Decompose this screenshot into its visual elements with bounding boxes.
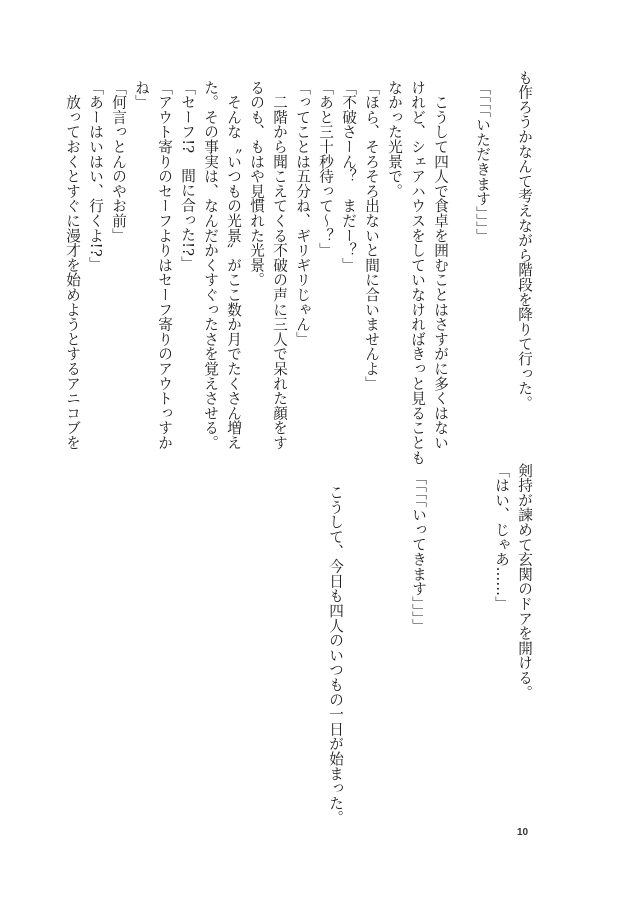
text-line: 放っておくとすぐに漫才を始めようとするアニコブを	[64, 80, 81, 450]
text-line: 「セーフ!? 間に合った!?」	[179, 80, 196, 271]
text-line: 「「「「いってきます」」」」	[410, 470, 427, 634]
text-line: なかった光景で。	[386, 80, 403, 199]
text-line: 剣持が諫めて玄関のドアを開ける。	[516, 463, 533, 700]
text-line: 「アウト寄りのセーフよりはセーフ寄りのアウトっすか	[156, 80, 173, 450]
text-line: 「不破さーん？ まだー？」	[340, 80, 357, 273]
text-line: こうして、今日も四人のいつもの一日が始まった。	[327, 470, 344, 826]
text-line: そんな〝いつもの光景〟がここ数か月でたくさん増え	[225, 80, 242, 450]
text-line: けれど、シェアハウスをしていなければきっと見ることも	[409, 80, 426, 465]
text-line: 「あと三十秒待って〜？」	[317, 80, 334, 258]
text-line: 「「「「いただきます」」」」	[474, 80, 491, 244]
page-number: 10	[517, 827, 529, 838]
text-line: こうして四人で食卓を囲むことはさすがに多くはない	[432, 80, 449, 450]
text-line: 「何言っとんのやお前」	[110, 80, 127, 243]
text-line: るのも、もはや見慣れた光景。	[248, 80, 265, 288]
text-line: 二階から聞こえてくる不破の声に三人で呆れた顔をす	[271, 80, 288, 450]
text-line: 「はい、じゃあ……」	[493, 463, 510, 611]
text-line: 「ってことは五分ね、ギリギリじゃん」	[294, 80, 311, 347]
text-line: ね」	[133, 80, 150, 110]
text-line: た。その事実は、なんだかくすぐったさを覚えさせる。	[202, 80, 219, 450]
text-line: 「あーはいはい、行くよ!?」	[87, 80, 104, 272]
text-line: 「ほら、そろそろ出ないと間に合いませんよ」	[363, 80, 380, 391]
text-line: も作ろうかなんて考えながら階段を降りて行った。	[516, 70, 533, 411]
